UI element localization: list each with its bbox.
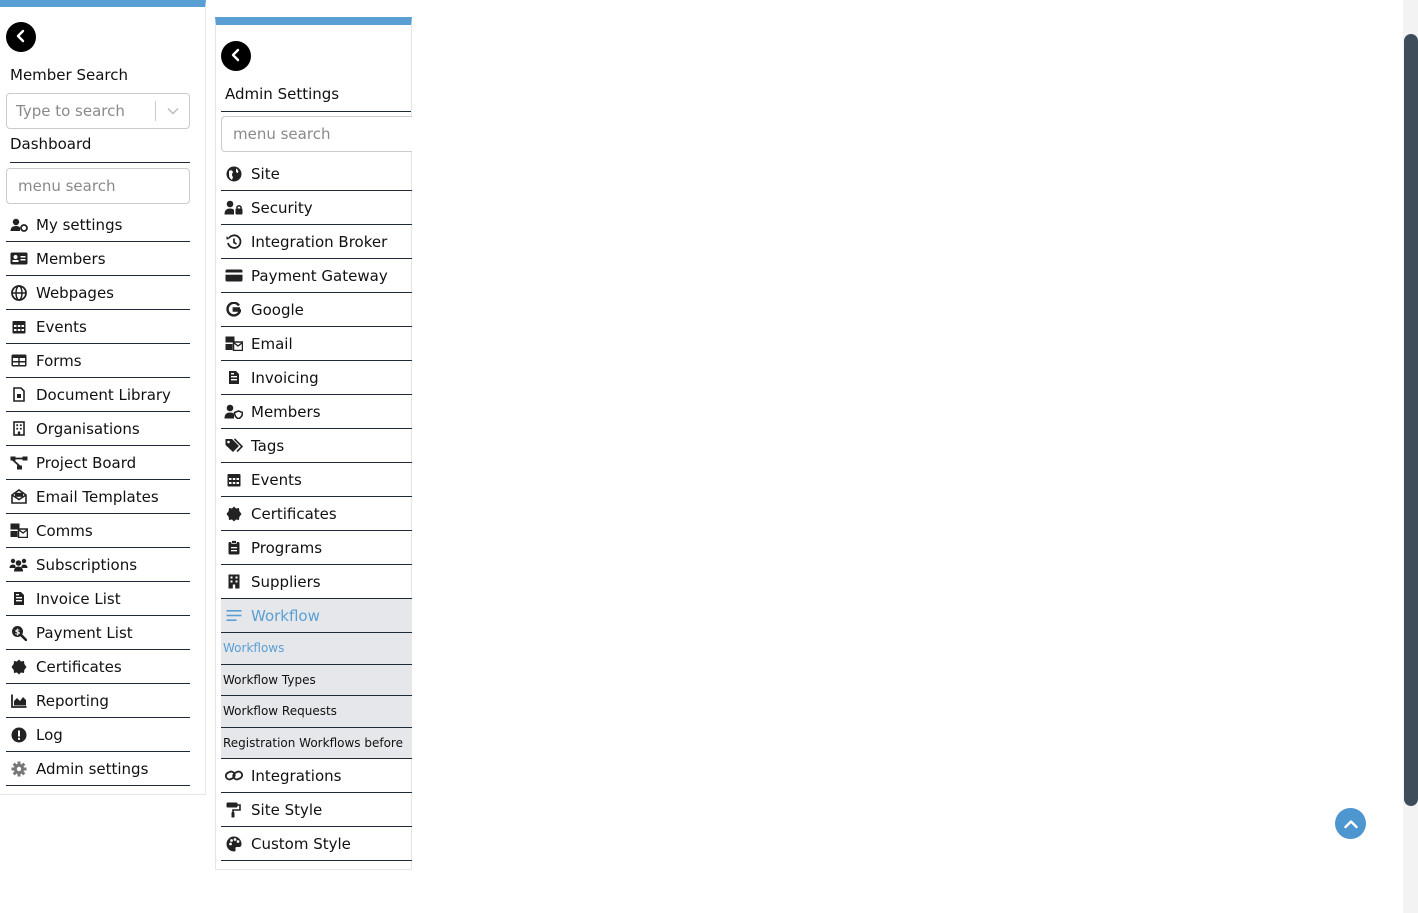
admin-menu-label: Programs (251, 538, 323, 557)
admin-menu-item-integration-broker[interactable] (221, 225, 412, 259)
main-menu (6, 208, 190, 786)
main-back-button[interactable] (6, 22, 36, 52)
main-menu-item-email-templates[interactable] (6, 480, 190, 514)
admin-menu-item-email[interactable] (221, 327, 412, 361)
workflow-submenu-item-workflow-types[interactable] (221, 665, 412, 697)
admin-menu-label: Integration Broker (251, 232, 388, 251)
main-menu-label: Subscriptions (36, 555, 138, 574)
main-menu-item-reporting[interactable] (6, 684, 190, 718)
admin-menu-item-events[interactable] (221, 463, 412, 497)
admin-settings-title: Admin Settings (221, 85, 411, 112)
chevron-left-icon (229, 47, 243, 66)
workflow-submenu-item-registration-workflows[interactable] (221, 728, 412, 760)
main-menu-label: Project Board (36, 453, 137, 472)
file-icon (9, 387, 28, 403)
workflow-submenu-item-workflows[interactable] (221, 633, 412, 665)
search-dollar-icon (9, 625, 28, 641)
admin-menu-item-security[interactable] (221, 191, 412, 225)
admin-menu-search[interactable] (221, 116, 412, 152)
users-icon (9, 557, 28, 573)
admin-menu-item-integrations[interactable] (221, 759, 412, 793)
main-sidebar (0, 0, 206, 795)
submenu-label: Registration Workflows before (223, 735, 403, 750)
calendar-icon (224, 472, 243, 488)
main-menu-item-admin-settings[interactable] (6, 752, 190, 786)
main-menu-item-payment-list[interactable] (6, 616, 190, 650)
mail-bulk-icon (224, 336, 243, 352)
admin-menu-item-google[interactable] (221, 293, 412, 327)
admin-menu-item-invoicing[interactable] (221, 361, 412, 395)
page-scrollbar-track[interactable] (1403, 0, 1418, 913)
main-menu-label: Certificates (36, 657, 122, 676)
main-menu-item-subscriptions[interactable] (6, 548, 190, 582)
svg-text:$: $ (14, 627, 20, 636)
invoice-icon (9, 591, 28, 607)
chevron-down-icon[interactable] (156, 107, 189, 115)
submenu-label: Workflow Requests (223, 704, 337, 719)
table-icon (9, 353, 28, 369)
admin-menu-label: Security (251, 198, 313, 217)
main-menu-label: Events (36, 317, 87, 336)
main-menu-item-comms[interactable] (6, 514, 190, 548)
main-menu-label: Reporting (36, 691, 109, 710)
invoice-icon (224, 370, 243, 386)
page-scrollbar-thumb[interactable] (1404, 34, 1418, 806)
submenu-label: Workflows (223, 641, 285, 656)
main-menu-item-certificates[interactable] (6, 650, 190, 684)
palette-icon (224, 836, 243, 852)
main-menu-label: Admin settings (36, 759, 149, 778)
main-menu-item-webpages[interactable] (6, 276, 190, 310)
admin-back-button[interactable] (221, 41, 251, 71)
certificate-icon (224, 506, 243, 522)
globe-icon (224, 166, 243, 182)
submenu-label: Workflow Types (223, 672, 316, 687)
chevron-left-icon (14, 28, 28, 47)
member-search-select[interactable] (6, 93, 190, 129)
user-lock-icon (224, 200, 243, 216)
main-menu-item-members[interactable] (6, 242, 190, 276)
main-menu-item-organisations[interactable] (6, 412, 190, 446)
main-menu-label: Log (36, 725, 63, 744)
certificate-icon (9, 659, 28, 675)
tags-icon (224, 438, 243, 454)
clipboard-icon (224, 540, 243, 556)
admin-menu-label: Site Style (251, 800, 323, 819)
admin-menu-label: Google (251, 300, 304, 319)
main-menu-item-forms[interactable] (6, 344, 190, 378)
main-menu-item-my-settings[interactable] (6, 208, 190, 242)
admin-menu-item-payment-gateway[interactable] (221, 259, 412, 293)
admin-settings-panel (215, 17, 412, 870)
calendar-icon (9, 319, 28, 335)
globe-icon (9, 285, 28, 301)
admin-menu-label: Payment Gateway (251, 266, 388, 285)
main-menu-search[interactable] (6, 168, 190, 204)
admin-menu-item-programs[interactable] (221, 531, 412, 565)
admin-menu-label: Tags (251, 436, 285, 455)
id-card-icon (9, 251, 28, 267)
user-shield-icon (224, 404, 243, 420)
building-icon (224, 574, 243, 590)
main-menu-label: Email Templates (36, 487, 159, 506)
admin-menu-item-site[interactable] (221, 157, 412, 191)
member-search-input[interactable] (7, 102, 155, 120)
admin-menu-item-certificates[interactable] (221, 497, 412, 531)
member-search-title: Member Search (10, 66, 129, 84)
main-menu-label: Document Library (36, 385, 171, 404)
exclamation-circle-icon (9, 727, 28, 743)
envelope-open-icon (9, 489, 28, 505)
admin-menu-item-tags[interactable] (221, 429, 412, 463)
admin-menu-label: Invoicing (251, 368, 319, 387)
paint-roller-icon (224, 802, 243, 818)
workflow-submenu-item-workflow-requests[interactable] (221, 696, 412, 728)
main-menu-search-input[interactable] (7, 177, 189, 195)
mail-bulk-icon (9, 523, 28, 539)
chevron-up-icon (1344, 814, 1358, 833)
admin-menu-item-members[interactable] (221, 395, 412, 429)
diagram-icon (9, 455, 28, 471)
main-menu-label: My settings (36, 215, 123, 234)
area-chart-icon (9, 693, 28, 709)
scroll-to-top-button[interactable] (1335, 808, 1366, 839)
history-icon (224, 234, 243, 250)
admin-menu-item-suppliers[interactable] (221, 565, 412, 599)
admin-menu-item-custom-style[interactable] (221, 827, 412, 861)
credit-card-icon (224, 268, 243, 284)
main-menu-label: Payment List (36, 623, 133, 642)
admin-menu-label: Integrations (251, 766, 342, 785)
google-icon (224, 302, 243, 318)
main-menu-label: Forms (36, 351, 82, 370)
admin-menu-search-input[interactable] (222, 125, 412, 143)
main-menu-item-project-board[interactable] (6, 446, 190, 480)
main-menu-item-events[interactable] (6, 310, 190, 344)
main-menu-item-invoice-list[interactable] (6, 582, 190, 616)
user-gear-icon (9, 217, 28, 233)
admin-menu-label: Email (251, 334, 293, 353)
main-menu-label: Organisations (36, 419, 140, 438)
gear-icon (9, 761, 28, 777)
main-menu-item-log[interactable] (6, 718, 190, 752)
dashboard-link[interactable] (10, 135, 190, 163)
main-menu-label: Invoice List (36, 589, 121, 608)
admin-menu-label: Certificates (251, 504, 337, 523)
main-menu-label: Comms (36, 521, 93, 540)
admin-menu-label: Suppliers (251, 572, 321, 591)
main-menu-label: Members (36, 249, 106, 268)
admin-menu-item-workflow[interactable] (221, 599, 412, 633)
admin-menu-label: Custom Style (251, 834, 351, 853)
admin-menu (221, 157, 412, 861)
admin-menu-label: Events (251, 470, 302, 489)
building-icon (9, 421, 28, 437)
admin-menu-item-site-style[interactable] (221, 793, 412, 827)
dashboard-label: Dashboard (10, 135, 92, 153)
workflow-label: Workflow (251, 606, 320, 625)
main-menu-label: Webpages (36, 283, 114, 302)
bars-icon (224, 608, 243, 624)
link-icon (224, 768, 243, 784)
admin-menu-label: Members (251, 402, 321, 421)
main-menu-item-document-library[interactable] (6, 378, 190, 412)
admin-menu-label: Site (251, 164, 280, 183)
